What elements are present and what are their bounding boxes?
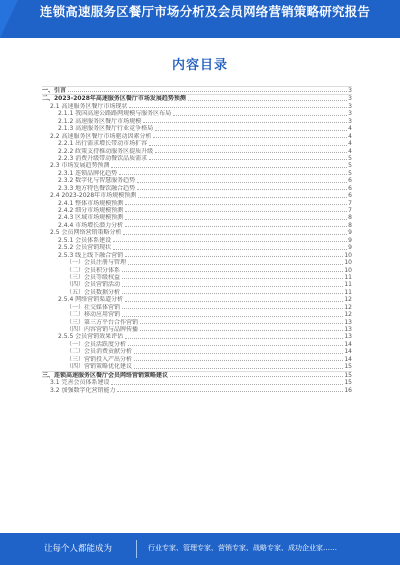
- toc-entry[interactable]: [42, 304, 352, 311]
- toc-entry[interactable]: [42, 185, 352, 192]
- toc-entry-label: （五）会员数据分析: [66, 288, 121, 296]
- toc-entry-label: 2.5 会员网络营销策略分析: [50, 229, 122, 237]
- toc-entry[interactable]: [42, 155, 352, 162]
- toc-entry-label: 2.3.3 地方特色餐饮融合趋势: [58, 184, 136, 192]
- toc-entry-label: 2.5.1 会员体系建设: [58, 236, 112, 244]
- toc-entry-label: （一）会员活跃度分析: [66, 340, 127, 348]
- toc-entry-page: 8: [348, 221, 352, 229]
- toc-entry-page: 12: [344, 296, 352, 304]
- toc-entry-page: 4: [348, 147, 352, 155]
- toc-leader-dots: [122, 274, 343, 279]
- toc-leader-dots: [140, 326, 343, 331]
- toc-entry-page: 7: [348, 207, 352, 214]
- toc-entry-page: 4: [348, 125, 352, 133]
- toc-leader-dots: [111, 162, 347, 167]
- toc-entry-label: 2.4.4 市场增长潜力分析: [58, 221, 124, 229]
- toc-entry[interactable]: [42, 244, 352, 251]
- toc-entry[interactable]: [42, 363, 352, 370]
- toc-entry-label: 2.3.2 数字化与智慧服务趋势: [58, 177, 136, 185]
- toc-entry-label: （三）营销投入产出分析: [66, 355, 133, 363]
- toc-entry[interactable]: [42, 162, 352, 169]
- toc-entry[interactable]: [42, 118, 352, 125]
- toc-entry-label: 二、2023-2028年高速服务区餐厅市场发展趋势预测: [42, 95, 186, 103]
- toc-entry-page: 14: [344, 355, 352, 363]
- toc-leader-dots: [128, 341, 343, 346]
- toc-leader-dots: [122, 267, 343, 272]
- toc-leader-dots: [140, 319, 343, 324]
- toc-entry-page: 13: [344, 318, 352, 326]
- toc-entry-label: （四）营销策略优化建议: [66, 363, 133, 371]
- toc-entry[interactable]: [42, 281, 352, 288]
- toc-entry[interactable]: [42, 86, 352, 94]
- toc-entry-label: （四）内容营销与品牌传播: [66, 326, 139, 333]
- toc-entry-label: 2.5.4 网络营销渠道分析: [58, 296, 124, 304]
- toc-leader-dots: [134, 363, 343, 368]
- toc-entry-label: （二）移动应用营销: [66, 311, 121, 319]
- toc-leader-dots: [134, 348, 343, 353]
- toc-entry-page: 10: [344, 266, 352, 274]
- toc-entry-page: 14: [344, 340, 352, 348]
- toc-entry-page: 5: [348, 162, 352, 170]
- toc-entry[interactable]: [42, 311, 352, 318]
- toc-entry-page: 5: [348, 154, 352, 162]
- toc-entry-label: 2.1 高速服务区餐厅市场现状: [50, 102, 128, 110]
- toc-entry-page: 11: [344, 273, 352, 281]
- toc-entry-label: 3.1 完善会员体系建设: [50, 379, 110, 387]
- toc-entry[interactable]: [42, 371, 352, 379]
- toc-leader-dots: [143, 118, 347, 123]
- toc-entry[interactable]: [42, 125, 352, 132]
- toc-entry[interactable]: [42, 177, 352, 184]
- toc-entry[interactable]: [42, 192, 352, 199]
- toc-entry-label: 2.1.1 我国高速公路路网规模与服务区布局: [58, 110, 172, 118]
- toc-entry-label: （三）第三方平台合作营销: [66, 318, 139, 326]
- toc-entry[interactable]: [42, 274, 352, 281]
- toc-entry-page: 9: [348, 229, 352, 237]
- toc-leader-dots: [125, 252, 343, 257]
- toc-entry-page: 10: [344, 259, 352, 267]
- toc-leader-dots: [125, 214, 347, 219]
- toc-leader-dots: [138, 192, 347, 197]
- report-title: 连锁高速服务区餐厅市场分析及会员网络营销策略研究报告: [39, 4, 371, 19]
- toc-entry[interactable]: [42, 148, 352, 155]
- toc-leader-dots: [137, 177, 347, 182]
- toc-entry-page: 14: [344, 348, 352, 356]
- toc-entry[interactable]: [42, 229, 352, 236]
- toc-entry-label: 2.4.3 区域市场规模预测: [58, 214, 124, 222]
- report-header: [0, 0, 400, 38]
- toc-leader-dots: [125, 333, 343, 338]
- toc-entry-label: 2.1.3 高速服务区餐厅行业竞争格局: [58, 125, 154, 133]
- toc-leader-dots: [123, 229, 347, 234]
- table-of-contents: [42, 86, 352, 394]
- toc-entry-page: 16: [344, 386, 352, 394]
- footer-divider: [136, 540, 137, 558]
- report-footer: [0, 533, 400, 565]
- toc-leader-dots: [137, 185, 347, 190]
- toc-leader-dots: [122, 304, 343, 309]
- toc-leader-dots: [155, 148, 347, 153]
- toc-entry-page: 4: [348, 140, 352, 148]
- toc-leader-dots: [149, 140, 347, 145]
- toc-leader-dots: [117, 387, 343, 392]
- toc-leader-dots: [149, 155, 347, 160]
- toc-entry[interactable]: [42, 341, 352, 348]
- toc-leader-dots: [170, 372, 343, 377]
- toc-entry[interactable]: [42, 348, 352, 355]
- toc-entry-page: 3: [348, 117, 352, 125]
- toc-leader-dots: [125, 207, 347, 212]
- toc-entry-page: 11: [344, 288, 352, 296]
- toc-leader-dots: [68, 87, 347, 92]
- toc-leader-dots: [122, 289, 343, 294]
- toc-entry-label: 2.3 市场发展趋势预测: [50, 162, 110, 170]
- toc-entry-page: 10: [344, 251, 352, 259]
- toc-entry[interactable]: [42, 252, 352, 259]
- toc-entry-page: 6: [348, 192, 352, 200]
- toc-leader-dots: [188, 95, 347, 100]
- toc-entry-page: 5: [348, 169, 352, 177]
- toc-leader-dots: [125, 222, 347, 227]
- toc-entry-label: 2.2.1 出行需求增长带动市场扩容: [58, 140, 148, 148]
- toc-entry-page: 3: [348, 87, 352, 94]
- toc-entry[interactable]: [42, 289, 352, 296]
- toc-heading: 内容目录: [171, 58, 228, 73]
- toc-entry-label: （三）会员等级权益: [66, 273, 121, 281]
- toc-entry-page: 9: [348, 236, 352, 244]
- toc-entry-label: （二）会员消费贡献分析: [66, 348, 133, 356]
- toc-leader-dots: [113, 244, 347, 249]
- toc-leader-dots: [119, 170, 347, 175]
- toc-entry-page: 12: [344, 303, 352, 311]
- toc-entry-label: 2.2.2 政策支持推动服务区提质升级: [58, 147, 154, 155]
- toc-entry[interactable]: [42, 326, 352, 333]
- toc-entry[interactable]: [42, 259, 352, 266]
- toc-leader-dots: [125, 200, 347, 205]
- toc-entry-label: （一）社交媒体营销: [66, 303, 121, 311]
- toc-leader-dots: [125, 296, 343, 301]
- toc-entry-page: 9: [348, 244, 352, 252]
- toc-entry-page: 3: [348, 95, 352, 103]
- header-decoration: [0, 0, 18, 38]
- toc-entry[interactable]: [42, 94, 352, 102]
- toc-entry[interactable]: [42, 207, 352, 214]
- toc-entry-page: 15: [344, 371, 352, 379]
- toc-entry-label: （二）会员积分体系: [66, 266, 121, 274]
- toc-leader-dots: [111, 379, 343, 384]
- toc-entry-label: 2.5.3 线上线下融合营销: [58, 251, 124, 259]
- toc-entry[interactable]: [42, 140, 352, 147]
- toc-entry-label: 一、引言: [42, 87, 67, 94]
- toc-entry-label: 2.4 2023-2028年市场规模预测: [50, 192, 137, 200]
- footer-tagline: 行业专家、管理专家、营销专家、战略专家、成功企业家……: [148, 544, 337, 552]
- toc-entry-page: 11: [344, 281, 352, 289]
- toc-leader-dots: [173, 110, 347, 115]
- toc-entry[interactable]: [42, 110, 352, 117]
- toc-entry-page: 6: [348, 177, 352, 185]
- toc-entry-page: 7: [348, 199, 352, 207]
- footer-slogan: 让每个人都能成为: [44, 544, 113, 554]
- toc-entry[interactable]: [42, 319, 352, 326]
- toc-entry-label: 2.4.2 细分市场规模预测: [58, 207, 124, 214]
- toc-leader-dots: [134, 356, 343, 361]
- toc-entry-page: 15: [344, 363, 352, 371]
- toc-entry-label: 2.5.5 会员营销效果评估: [58, 333, 124, 341]
- toc-entry-page: 3: [348, 102, 352, 110]
- toc-entry-label: 2.3.1 连锁品牌化趋势: [58, 169, 118, 177]
- toc-entry-label: 3.2 加强数字化营销能力: [50, 386, 116, 394]
- toc-entry-page: 15: [344, 379, 352, 387]
- toc-entry-label: （一）会员注册与管理: [66, 259, 127, 267]
- toc-entry-label: 2.1.2 高速服务区餐厅市场规模: [58, 117, 142, 125]
- toc-leader-dots: [153, 133, 347, 138]
- toc-entry[interactable]: [42, 379, 352, 386]
- toc-entry[interactable]: [42, 103, 352, 110]
- toc-entry-page: 12: [344, 311, 352, 319]
- toc-entry-page: 6: [348, 184, 352, 192]
- toc-entry-label: 2.4.1 整体市场规模预测: [58, 199, 124, 207]
- toc-entry[interactable]: [42, 387, 352, 394]
- toc-entry-label: 2.2 高速服务区餐厅市场驱动因素分析: [50, 132, 152, 140]
- toc-entry[interactable]: [42, 222, 352, 229]
- toc-leader-dots: [128, 259, 343, 264]
- toc-entry-page: 13: [344, 333, 352, 341]
- toc-entry[interactable]: [42, 133, 352, 140]
- toc-entry-label: 2.2.3 消费升级带动餐饮品质需求: [58, 154, 148, 162]
- toc-entry-page: 4: [348, 132, 352, 140]
- toc-entry[interactable]: [42, 214, 352, 221]
- toc-leader-dots: [122, 311, 343, 316]
- toc-entry[interactable]: [42, 200, 352, 207]
- toc-entry[interactable]: [42, 333, 352, 340]
- toc-leader-dots: [122, 281, 343, 286]
- toc-entry-page: 13: [344, 326, 352, 333]
- toc-entry-page: 3: [348, 110, 352, 118]
- toc-entry-label: （四）会员营销活动: [66, 281, 121, 289]
- toc-leader-dots: [129, 103, 347, 108]
- toc-entry[interactable]: [42, 237, 352, 244]
- toc-entry-page: 8: [348, 214, 352, 222]
- toc-entry[interactable]: [42, 296, 352, 303]
- toc-leader-dots: [155, 125, 347, 130]
- toc-entry[interactable]: [42, 170, 352, 177]
- toc-entry-label: 三、连锁高速服务区餐厅会员网络营销策略建议: [42, 371, 169, 379]
- toc-leader-dots: [113, 237, 347, 242]
- toc-entry[interactable]: [42, 356, 352, 363]
- toc-entry[interactable]: [42, 267, 352, 274]
- toc-entry-label: 2.5.2 会员营销现状: [58, 244, 112, 252]
